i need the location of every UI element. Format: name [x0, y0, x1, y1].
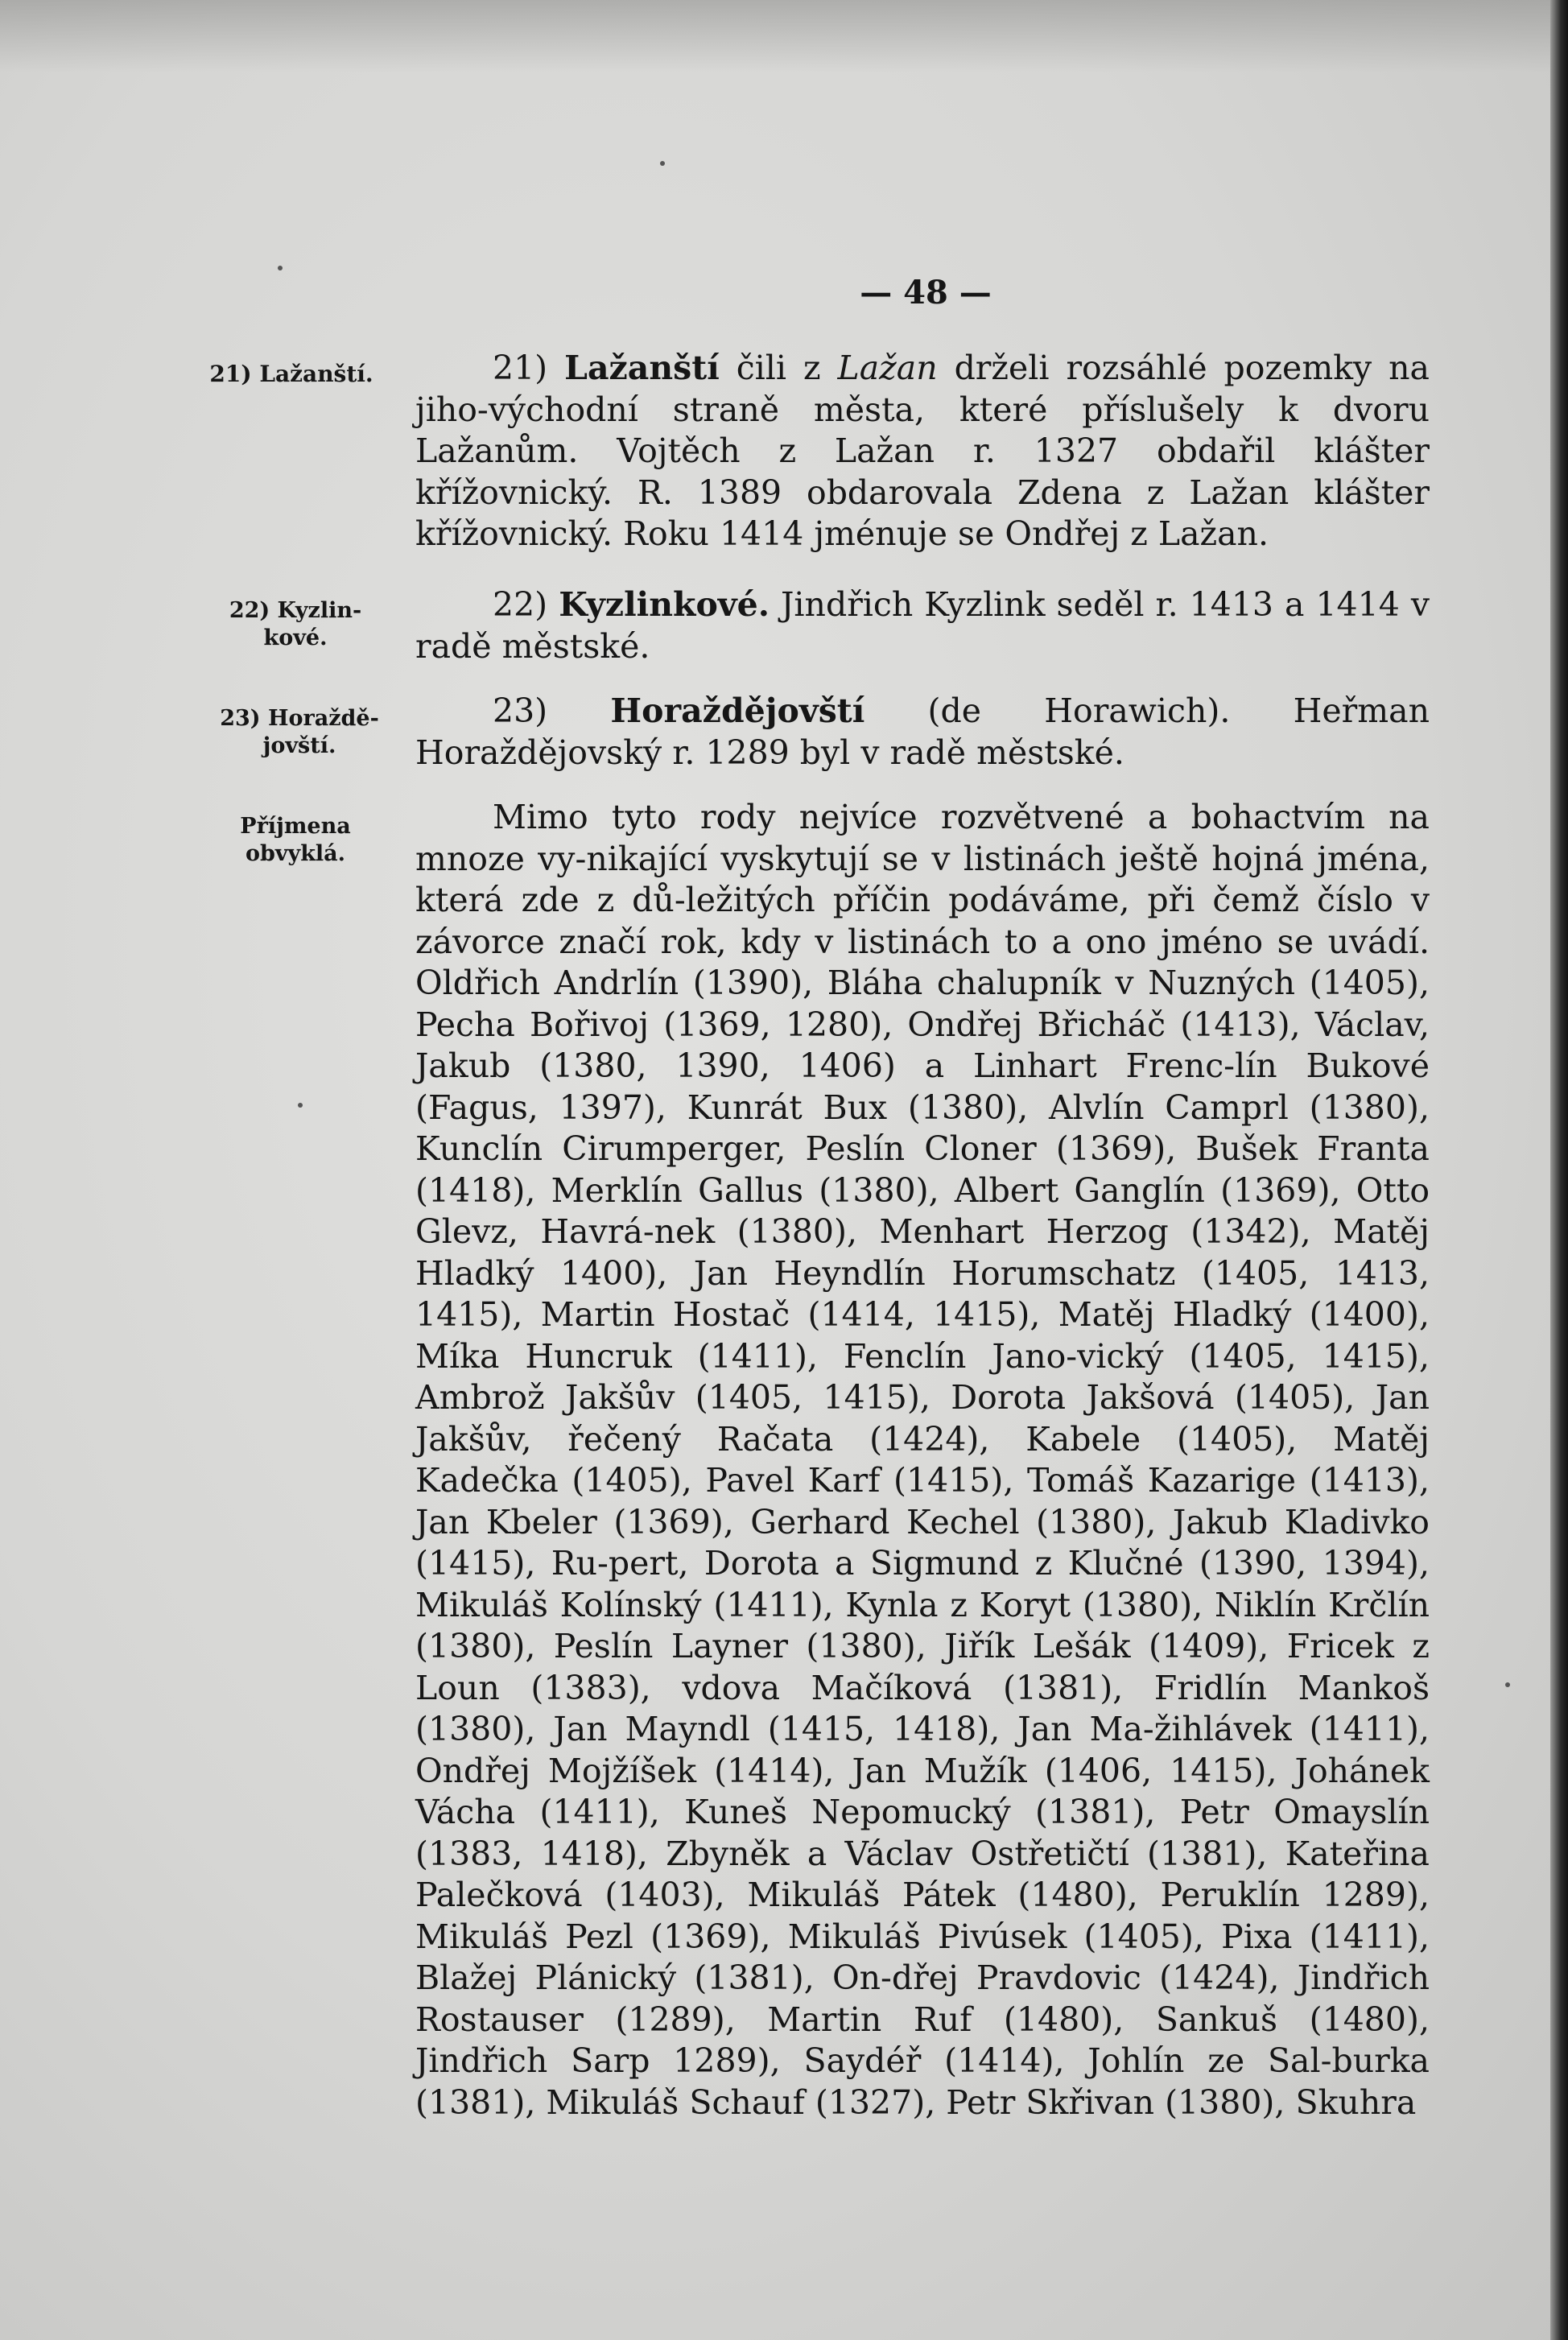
margin-note-23: 23) Horaždě-jovští.: [220, 706, 379, 758]
paragraph-22: [415, 584, 1430, 667]
paragraph-23: [415, 691, 1430, 774]
margin-note-22: 22) Kyzlin-kové.: [229, 598, 362, 650]
margin-note-surnames: Příjmena obvyklá.: [240, 814, 351, 866]
page-right-edge: [1550, 0, 1568, 2340]
paragraph-surnames: Mimo tyto rody nejvíce rozvětvené a bohactvím na mnoze vy-nikající vyskytují se v listinách ještě hojná jména, která zde z dů-ležitých příčin podáváme, při čemž číslo v závorce značí rok, kdy v listinách to a ono jméno se uvádí. Oldřich Andrlín (1390), Bláha chalupník v Nuzných (1405), Pecha Bořivoj (1369, 1280), Ondřej Břicháč (1413), Václav, Jakub (1380, 1390, 1406) a Linhart Frenc-lín Bukové (Fagus, 1397), Kunrát Bux (1380), Alvlín Camprl (1380), Kunclín Cirumperger, Peslín Cloner (1369), Bušek Franta (1418), Merklín Gallus (1380), Albert Ganglín (1369), Otto Glevz, Havrá-nek (1380), Menhart Herzog (1342), Matěj Hladký 1400), Jan Heyndlín Horumschatz (1405, 1413, 1415), Martin Hostač (1414, 1415), Matěj Hladký (1400), Míka Huncruk (1411), Fenclín Jano-vický (1405, 1415), Ambrož Jakšův (1405, 1415), Dorota Jakšová (1405), Jan Jakšův, řečený Račata (1424), Kabele (1405), Matěj Kadečka (1405), Pavel Karf (1415), Tomáš Kazarige (1413), Jan Kbeler (1369), Gerhard Kechel (1380), Jakub Kladivko (1415), Ru-pert, Dorota a Sigmund z Klučné (1390, 1394), Mikuláš Kolínský (1411), Kynla z Koryt (1380), Niklín Krčlín (1380), Peslín Layner (1380), Jiřík Lešák (1409), Fricek z Loun (1383), vdova Mačíková (1381), Fridlín Mankoš (1380), Jan Mayndl (1415, 1418), Jan Ma-žihlávek (1411), Ondřej Mojžíšek (1414), Jan Mužík (1406, 1415), Johánek Vácha (1411), Kuneš Nepomucký (1381), Petr Omayslín (1383, 1418), Zbyněk a Václav Ostřetičtí (1381), Kateřina Palečková (1403), Mikuláš Pátek (1480), Peruklín 1289), Mikuláš Pezl (1369), Mikuláš Pivúsek (1405), Pixa (1411), Blažej Plánický (1381), On-dřej Pravdovic (1424), Jindřich Rostauser (1289), Martin Ruf (1480), Sankuš (1480), Jindřich Sarp 1289), Saydéř (1414), Johlín ze Sal-burka (1381), Mikuláš Schauf (1327), Petr Skřivan (1380), Skuhra: [415, 798, 1430, 2122]
paragraph-text: Jindřich Kyzlink seděl r. 1413 a 1414 v radě městské.: [415, 585, 1430, 666]
ink-speck: [660, 161, 665, 166]
paragraph-text: drželi rozsáhlé pozemky na jiho-východní straně města, které příslušely k dvoru Lažanům. Vojtěch z Lažan r. 1327 obdařil klášter křížovnický. R. 1389 obdarovala Zdena z Lažan klášter křížovnický. Roku 1414 jménuje se Ondřej z Lažan.: [415, 349, 1430, 553]
paragraph-italic: Lažan: [837, 349, 938, 387]
paragraph-text: čili z: [719, 349, 838, 387]
ink-speck: [1505, 1682, 1510, 1687]
paragraph-lead: Lažanští: [564, 349, 720, 387]
paragraph-number: 21): [493, 349, 548, 387]
ink-speck: [298, 1103, 303, 1108]
paragraph-lead: Horaždějovští: [610, 691, 865, 730]
paragraph-text: (de Horawich). Heřman Horaždějovský r. 1289 byl v radě městské.: [415, 691, 1430, 772]
paragraph-number: 22): [493, 585, 548, 624]
paragraph-lead: Kyzlinkové.: [559, 585, 770, 624]
page-top-shadow: [0, 0, 1568, 72]
ink-speck: [278, 266, 283, 270]
paragraph-21: [415, 348, 1430, 555]
margin-note-21: 21) Lažanští.: [209, 361, 373, 387]
paragraph-number: 23): [493, 691, 548, 730]
page-number: — 48 —: [860, 274, 992, 312]
